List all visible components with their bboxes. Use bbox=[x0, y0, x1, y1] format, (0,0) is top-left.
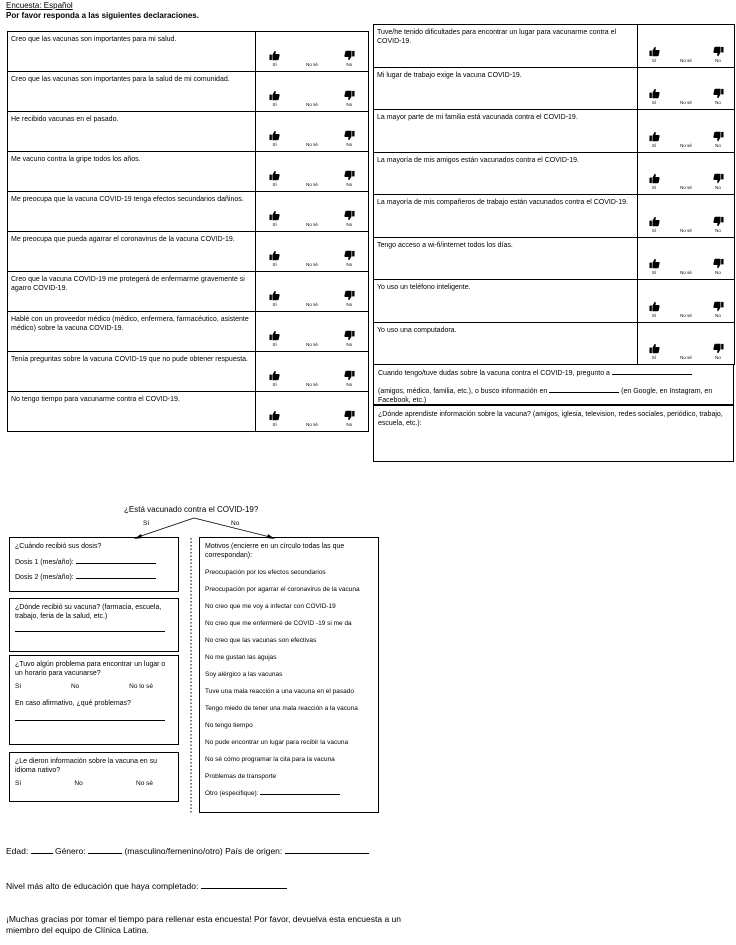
language-opt-unsure[interactable]: No sé bbox=[136, 780, 153, 787]
where-field[interactable] bbox=[15, 631, 165, 632]
thumbs-up-icon bbox=[269, 170, 280, 182]
gender-options: (masculino/femenino/otro) bbox=[124, 846, 223, 856]
response-options bbox=[638, 173, 734, 190]
thumbs-up-icon bbox=[269, 250, 280, 262]
option-yes[interactable] bbox=[263, 410, 287, 427]
option-unsure[interactable] bbox=[300, 50, 324, 67]
response-options bbox=[638, 216, 734, 233]
statement-text: Yo uso un teléfono inteligente. bbox=[374, 280, 638, 323]
option-no-label: No bbox=[346, 142, 353, 147]
left-statement-row bbox=[8, 192, 369, 232]
option-unsure[interactable] bbox=[674, 258, 698, 275]
option-unsure-label: No sé bbox=[306, 102, 318, 107]
option-no-label: No bbox=[715, 312, 721, 318]
response-options bbox=[256, 290, 368, 307]
option-yes[interactable] bbox=[263, 170, 287, 187]
thumbs-up-icon bbox=[269, 370, 280, 382]
where-question: ¿Dónde recibió su vacuna? (farmacia, escuela, trabajo, feria de la salud, etc.) bbox=[15, 604, 162, 620]
reason-item[interactable]: No sé cómo programar la cita para la vacuna bbox=[205, 756, 335, 763]
option-unsure-label: No sé bbox=[680, 100, 692, 105]
thumbs-down-icon bbox=[344, 210, 355, 222]
left-statement-row bbox=[8, 272, 369, 312]
reason-item[interactable]: No creo que las vacunas son efectivas bbox=[205, 637, 317, 644]
option-unsure[interactable] bbox=[674, 173, 698, 190]
response-cell bbox=[638, 110, 735, 153]
option-no-label: No bbox=[715, 270, 721, 275]
response-cell bbox=[638, 322, 735, 365]
option-yes[interactable] bbox=[642, 173, 666, 190]
response-cell bbox=[256, 392, 369, 432]
option-unsure[interactable] bbox=[300, 210, 324, 227]
option-unsure[interactable] bbox=[300, 130, 324, 147]
option-no[interactable] bbox=[337, 50, 361, 67]
option-unsure-label: No sé bbox=[306, 302, 318, 307]
option-no-label: No bbox=[346, 342, 353, 347]
right-statement-row bbox=[374, 237, 735, 280]
option-unsure-label: No sé bbox=[306, 62, 318, 67]
reason-item[interactable]: Soy alérgico a las vacunas bbox=[205, 671, 283, 678]
reason-item[interactable]: No pude encontrar un lugar para recibir la vacuna bbox=[205, 739, 349, 746]
option-no-label: No bbox=[346, 382, 353, 387]
option-yes[interactable] bbox=[263, 370, 287, 387]
response-options bbox=[638, 46, 734, 63]
option-unsure-label: No sé bbox=[306, 422, 318, 427]
option-unsure[interactable] bbox=[300, 410, 324, 427]
option-unsure-label: No sé bbox=[680, 227, 692, 233]
option-unsure[interactable] bbox=[300, 170, 324, 187]
doubts-search-line[interactable] bbox=[549, 392, 619, 393]
option-yes-label: Sí bbox=[272, 222, 277, 227]
option-yes[interactable] bbox=[263, 210, 287, 227]
gender-field[interactable] bbox=[88, 853, 122, 854]
response-options bbox=[256, 90, 368, 107]
reasons-heading: Motivos (encierre en un círculo todas las que correspondan): bbox=[205, 543, 345, 559]
option-yes-label: Sí bbox=[272, 422, 277, 427]
left-statement-row bbox=[8, 352, 369, 392]
right-statement-row bbox=[374, 195, 735, 238]
option-no-label: No bbox=[346, 182, 353, 187]
statement-text: Hablé con un proveedor médico (médico, enfermera, farmacéutico, asistente médico) sobre la vacuna COVID-19. bbox=[8, 312, 256, 352]
option-yes-label: Sí bbox=[272, 182, 277, 187]
thumbs-down-icon bbox=[344, 170, 355, 182]
country-label: País de origen: bbox=[225, 846, 283, 856]
thumbs-down-icon bbox=[344, 370, 355, 382]
option-yes[interactable] bbox=[642, 258, 666, 275]
option-unsure-label: No sé bbox=[680, 312, 692, 318]
problem-opt-no[interactable]: No bbox=[70, 683, 80, 690]
education-line bbox=[6, 881, 287, 891]
option-yes-label: Sí bbox=[651, 312, 657, 318]
response-options bbox=[256, 170, 368, 187]
option-unsure-label: No sé bbox=[680, 270, 692, 275]
right-statement-row bbox=[374, 322, 735, 365]
thumbs-down-icon bbox=[344, 330, 355, 342]
option-no-label: No bbox=[346, 62, 353, 67]
statement-text: Me preocupa que pueda agarrar el coronavirus de la vacuna COVID-19. bbox=[8, 232, 256, 272]
response-cell bbox=[256, 352, 369, 392]
education-field[interactable] bbox=[201, 888, 287, 889]
language-opt-no[interactable]: No bbox=[74, 780, 83, 787]
doses-box bbox=[9, 537, 179, 592]
left-statement-row bbox=[8, 392, 369, 432]
option-yes-label: Sí bbox=[651, 227, 657, 233]
thumbs-up-icon bbox=[269, 130, 280, 142]
option-unsure[interactable] bbox=[674, 131, 698, 148]
thumbs-up-icon bbox=[269, 330, 280, 342]
thumbs-up-icon bbox=[649, 343, 660, 355]
thumbs-down-icon bbox=[713, 301, 724, 313]
option-no-label: No bbox=[715, 355, 721, 360]
thumbs-down-icon bbox=[713, 343, 724, 355]
statement-text: Creo que las vacunas son importantes para mi salud. bbox=[8, 32, 256, 72]
response-options bbox=[638, 343, 734, 360]
option-yes[interactable] bbox=[642, 301, 666, 318]
statement-text: He recibido vacunas en el pasado. bbox=[8, 112, 256, 152]
right-statement-row bbox=[374, 152, 735, 195]
option-unsure-label: No sé bbox=[306, 342, 318, 347]
statement-text: Creo que las vacunas son importantes para la salud de mi comunidad. bbox=[8, 72, 256, 112]
survey-instruction: Por favor responda a las siguientes declaraciones. bbox=[6, 11, 199, 20]
thumbs-up-icon bbox=[649, 216, 660, 228]
option-unsure[interactable] bbox=[300, 290, 324, 307]
option-yes[interactable] bbox=[642, 216, 666, 233]
option-no[interactable] bbox=[706, 173, 730, 190]
reason-item[interactable]: No tengo tiempo bbox=[205, 722, 253, 729]
response-cell bbox=[638, 237, 735, 280]
reason-item[interactable]: No me gustan las agujas bbox=[205, 654, 277, 661]
thumbs-up-icon bbox=[649, 131, 660, 143]
option-no[interactable] bbox=[337, 290, 361, 307]
response-cell bbox=[256, 192, 369, 232]
response-cell bbox=[256, 312, 369, 352]
response-cell bbox=[256, 232, 369, 272]
option-yes-label: Sí bbox=[651, 100, 657, 105]
option-yes[interactable] bbox=[263, 50, 287, 67]
option-no-label: No bbox=[715, 100, 721, 105]
reason-item[interactable]: No creo que me enfermeré de COVID -19 si me da bbox=[205, 620, 352, 627]
option-unsure-label: No sé bbox=[680, 57, 692, 63]
right-statement-row bbox=[374, 67, 735, 110]
option-yes-label: Sí bbox=[272, 342, 277, 347]
doses-question: ¿Cuándo recibió sus dosis? bbox=[15, 543, 102, 550]
language-question: ¿Le dieron información sobre la vacuna en su idioma nativo? bbox=[15, 758, 158, 774]
option-yes-label: Sí bbox=[272, 62, 277, 67]
left-statement-row bbox=[8, 72, 369, 112]
statement-text: Me preocupa que la vacuna COVID-19 tenga efectos secundarios dañinos. bbox=[8, 192, 256, 232]
option-no-label: No bbox=[715, 142, 721, 148]
option-no-label: No bbox=[346, 262, 353, 267]
dose2-label: Dosis 2 (mes/año): bbox=[15, 574, 74, 581]
left-statement-row bbox=[8, 232, 369, 272]
option-unsure[interactable] bbox=[674, 216, 698, 233]
option-yes-label: Sí bbox=[651, 355, 657, 360]
option-no[interactable] bbox=[706, 131, 730, 148]
learned-box[interactable] bbox=[373, 405, 734, 462]
response-cell bbox=[256, 72, 369, 112]
option-no[interactable] bbox=[337, 210, 361, 227]
response-cell bbox=[638, 152, 735, 195]
thumbs-up-icon bbox=[269, 90, 280, 102]
demographics-line bbox=[6, 846, 369, 856]
branch-yes-label: Sí bbox=[143, 520, 150, 527]
option-unsure-label: No sé bbox=[306, 182, 318, 187]
option-yes-label: Sí bbox=[272, 102, 277, 107]
problem-options bbox=[15, 682, 173, 691]
option-no[interactable] bbox=[706, 88, 730, 105]
option-no[interactable] bbox=[337, 410, 361, 427]
response-options bbox=[256, 50, 368, 67]
country-field[interactable] bbox=[285, 853, 369, 854]
statement-text: Tengo acceso a wi-fi/internet todos los días. bbox=[374, 237, 638, 280]
option-unsure-label: No sé bbox=[306, 262, 318, 267]
option-no[interactable] bbox=[337, 130, 361, 147]
statement-text: La mayoría de mis compañeros de trabajo están vacunados contra el COVID-19. bbox=[374, 195, 638, 238]
reason-item[interactable]: Preocupación por agarrar el coronavirus de la vacuna bbox=[205, 586, 360, 593]
which-problems-label: En caso afirmativo, ¿qué problemas? bbox=[15, 700, 131, 707]
branch-no-label: No bbox=[231, 520, 240, 527]
option-unsure[interactable] bbox=[300, 90, 324, 107]
option-no-label: No bbox=[346, 102, 353, 107]
reasons-box bbox=[199, 537, 379, 813]
thumbs-down-icon bbox=[344, 290, 355, 302]
doubts-text-1: Cuando tengo/tuve dudas sobre la vacuna contra el COVID-19, pregunto a bbox=[378, 370, 610, 377]
option-no-label: No bbox=[715, 185, 721, 190]
option-unsure-label: No sé bbox=[680, 185, 692, 190]
response-options bbox=[256, 330, 368, 347]
response-cell bbox=[256, 112, 369, 152]
option-yes-label: Sí bbox=[651, 270, 657, 275]
statement-text: Me vacuno contra la gripe todos los años. bbox=[8, 152, 256, 192]
education-label: Nivel más alto de educación que haya completado: bbox=[6, 881, 199, 891]
thumbs-up-icon bbox=[649, 258, 660, 270]
left-statement-row bbox=[8, 112, 369, 152]
language-opt-yes[interactable]: Sí bbox=[15, 780, 22, 787]
option-no-label: No bbox=[346, 222, 353, 227]
option-unsure[interactable] bbox=[300, 250, 324, 267]
option-yes-label: Sí bbox=[651, 185, 657, 190]
thumbs-down-icon bbox=[713, 131, 724, 143]
left-statement-row bbox=[8, 32, 369, 72]
vaccinated-question: ¿Está vacunado contra el COVID-19? bbox=[124, 505, 259, 514]
problem-box bbox=[9, 655, 179, 745]
thumbs-down-icon bbox=[713, 88, 724, 100]
doubts-ask-line[interactable] bbox=[612, 374, 692, 375]
reason-item[interactable]: Preocupación por los efectos secundarios bbox=[205, 569, 326, 576]
response-cell bbox=[256, 152, 369, 192]
thumbs-up-icon bbox=[649, 88, 660, 100]
option-unsure[interactable] bbox=[674, 343, 698, 360]
where-box bbox=[9, 598, 179, 652]
reason-item[interactable]: Problemas de transporte bbox=[205, 773, 277, 780]
option-unsure[interactable] bbox=[300, 370, 324, 387]
option-unsure[interactable] bbox=[674, 88, 698, 105]
option-yes[interactable] bbox=[263, 90, 287, 107]
age-label: Edad: bbox=[6, 846, 29, 856]
option-yes[interactable] bbox=[642, 343, 666, 360]
thumbs-down-icon bbox=[344, 250, 355, 262]
option-no[interactable] bbox=[337, 170, 361, 187]
problem-opt-unsure[interactable]: No lo sé bbox=[129, 683, 153, 690]
option-unsure[interactable] bbox=[674, 301, 698, 318]
option-unsure[interactable] bbox=[674, 46, 698, 63]
statement-text: La mayor parte de mi familia está vacunada contra el COVID-19. bbox=[374, 110, 638, 153]
option-yes[interactable] bbox=[642, 131, 666, 148]
gender-label: Género: bbox=[54, 846, 86, 856]
language-box bbox=[9, 752, 179, 802]
option-unsure-label: No sé bbox=[306, 142, 318, 147]
option-no[interactable] bbox=[706, 343, 730, 360]
left-statement-row bbox=[8, 312, 369, 352]
reason-item[interactable]: Tengo miedo de tener una mala reacción a la vacuna bbox=[205, 705, 358, 712]
response-options bbox=[638, 88, 734, 105]
response-cell bbox=[256, 272, 369, 312]
right-statement-row bbox=[374, 110, 735, 153]
thumbs-up-icon bbox=[649, 301, 660, 313]
thumbs-down-icon bbox=[344, 90, 355, 102]
option-yes-label: Sí bbox=[272, 142, 277, 147]
left-statement-row bbox=[8, 152, 369, 192]
problem-opt-yes[interactable]: Sí bbox=[15, 683, 22, 690]
option-no[interactable] bbox=[706, 258, 730, 275]
survey-language-link[interactable]: Encuesta: Español bbox=[6, 1, 73, 10]
thumbs-up-icon bbox=[649, 173, 660, 185]
option-unsure-label: No sé bbox=[680, 142, 692, 148]
option-no[interactable] bbox=[337, 370, 361, 387]
language-options bbox=[15, 779, 173, 788]
reason-item[interactable]: Tuve una mala reacción a una vacuna en el pasado bbox=[205, 688, 354, 695]
option-yes[interactable] bbox=[642, 46, 666, 63]
reason-other-field[interactable] bbox=[260, 794, 340, 795]
option-yes-label: Sí bbox=[651, 57, 657, 63]
option-yes[interactable] bbox=[263, 330, 287, 347]
option-unsure-label: No sé bbox=[306, 382, 318, 387]
option-yes[interactable] bbox=[263, 130, 287, 147]
doubts-text-3: (en Google, en Instagram, en Facebook, etc.) bbox=[378, 388, 713, 404]
option-no[interactable] bbox=[337, 250, 361, 267]
which-problems-field[interactable] bbox=[15, 720, 165, 721]
response-options bbox=[638, 258, 734, 275]
response-options bbox=[256, 130, 368, 147]
response-options bbox=[638, 131, 734, 148]
option-no[interactable] bbox=[706, 301, 730, 318]
right-statement-row bbox=[374, 280, 735, 323]
thumbs-down-icon bbox=[713, 258, 724, 270]
option-unsure-label: No sé bbox=[306, 222, 318, 227]
statement-text: Tenía preguntas sobre la vacuna COVID-19 que no pude obtener respuesta. bbox=[8, 352, 256, 392]
branch-divider bbox=[190, 538, 192, 814]
learned-question: ¿Dónde aprendiste información sobre la vacuna? (amigos, iglesia, television, redes sociales, periódico, trabajo, escuela, etc.): bbox=[378, 411, 723, 427]
response-cell bbox=[638, 280, 735, 323]
option-no-label: No bbox=[346, 302, 353, 307]
response-cell bbox=[638, 67, 735, 110]
option-no[interactable] bbox=[706, 216, 730, 233]
response-cell bbox=[638, 25, 735, 68]
option-yes-label: Sí bbox=[272, 302, 277, 307]
response-options bbox=[256, 250, 368, 267]
option-no[interactable] bbox=[706, 46, 730, 63]
problem-question: ¿Tuvo algún problema para encontrar un lugar o un horario para vacunarse? bbox=[15, 661, 166, 677]
thumbs-down-icon bbox=[713, 216, 724, 228]
right-statement-row bbox=[374, 25, 735, 68]
thumbs-down-icon bbox=[344, 410, 355, 422]
thumbs-up-icon bbox=[269, 50, 280, 62]
statement-text: Tuve/he tenido dificultades para encontrar un lugar para vacunarme contra el COVID-19. bbox=[374, 25, 638, 68]
thumbs-up-icon bbox=[269, 410, 280, 422]
thumbs-up-icon bbox=[269, 210, 280, 222]
statement-text: Creo que la vacuna COVID-19 me protegerá de enfermarme gravemente si agarro COVID-19. bbox=[8, 272, 256, 312]
dose1-field[interactable] bbox=[76, 563, 156, 564]
doubts-box bbox=[373, 364, 734, 405]
response-cell bbox=[256, 32, 369, 72]
statement-text: No tengo tiempo para vacunarme contra el COVID-19. bbox=[8, 392, 256, 432]
age-field[interactable] bbox=[31, 853, 53, 854]
option-yes[interactable] bbox=[263, 290, 287, 307]
option-unsure-label: No sé bbox=[680, 355, 692, 360]
response-options bbox=[638, 301, 734, 318]
thumbs-up-icon bbox=[269, 290, 280, 302]
thumbs-down-icon bbox=[344, 130, 355, 142]
thanks-text: ¡Muchas gracias por tomar el tiempo para rellenar esta encuesta! Por favor, devuelva esta encuesta a un miembro del equipo de Clínica Latina. bbox=[6, 914, 401, 935]
option-no-label: No bbox=[346, 422, 353, 427]
thumbs-up-icon bbox=[649, 46, 660, 58]
option-yes[interactable] bbox=[263, 250, 287, 267]
thumbs-down-icon bbox=[713, 46, 724, 58]
option-no-label: No bbox=[715, 227, 721, 233]
response-options bbox=[256, 370, 368, 387]
statement-text: Yo uso una computadora. bbox=[374, 322, 638, 365]
thumbs-down-icon bbox=[713, 173, 724, 185]
option-yes[interactable] bbox=[642, 88, 666, 105]
reason-other-label: Otro (especifique): bbox=[205, 790, 259, 797]
option-no[interactable] bbox=[337, 90, 361, 107]
response-options bbox=[256, 410, 368, 427]
dose2-field[interactable] bbox=[76, 578, 156, 579]
right-statement-table bbox=[373, 24, 735, 365]
option-yes-label: Sí bbox=[651, 142, 657, 148]
thumbs-down-icon bbox=[344, 50, 355, 62]
option-no[interactable] bbox=[337, 330, 361, 347]
reason-item[interactable]: No creo que me voy a infectar con COVID-19 bbox=[205, 603, 336, 610]
left-statement-table bbox=[7, 31, 369, 432]
doubts-text-2: (amigos, médico, familia, etc.), o busco información en bbox=[378, 388, 548, 395]
response-cell bbox=[638, 195, 735, 238]
response-options bbox=[256, 210, 368, 227]
option-unsure[interactable] bbox=[300, 330, 324, 347]
option-no-label: No bbox=[715, 57, 721, 63]
statement-text: Mi lugar de trabajo exige la vacuna COVID-19. bbox=[374, 67, 638, 110]
option-yes-label: Sí bbox=[272, 262, 277, 267]
dose1-label: Dosis 1 (mes/año): bbox=[15, 559, 74, 566]
statement-text: La mayoría de mis amigos están vacunados contra el COVID-19. bbox=[374, 152, 638, 195]
option-yes-label: Sí bbox=[272, 382, 277, 387]
